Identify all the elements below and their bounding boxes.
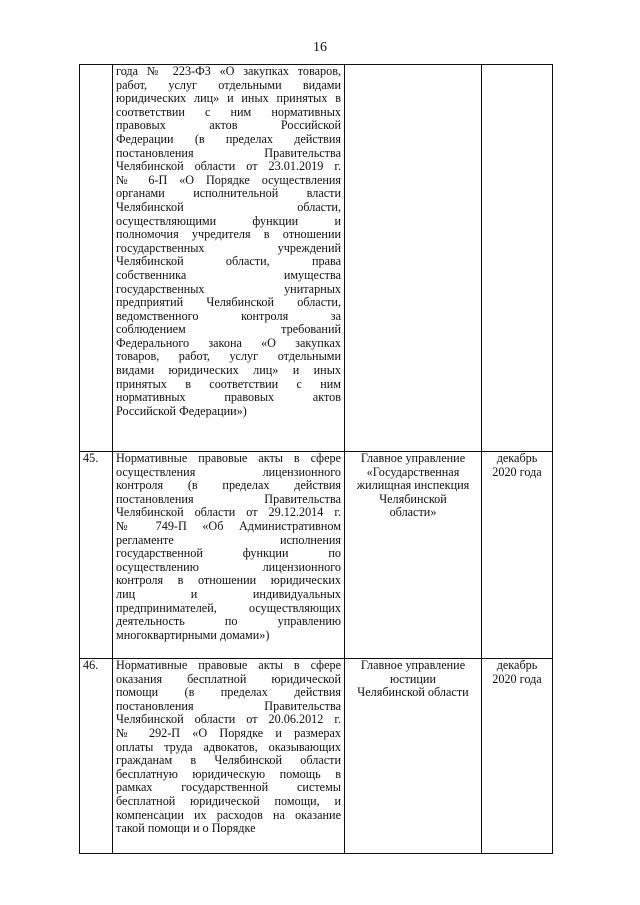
responsible-body-cell xyxy=(345,659,482,854)
cell-text-line: Нормативные правовые акты в сфере xyxy=(116,451,341,465)
act-description-cell xyxy=(113,65,345,452)
cell-text-line: деятельность по управлению xyxy=(116,614,341,629)
responsible-body-cell xyxy=(345,452,482,659)
cell-text-line: соблюдением требований xyxy=(116,322,341,337)
cell-text-line: собственника имущества xyxy=(116,267,341,282)
cell-text-line: Челябинской xyxy=(379,491,447,506)
cell-text-line: помощи (в пределах действия xyxy=(116,685,341,700)
regulations-table xyxy=(79,64,553,854)
row-number-cell: 46. xyxy=(80,659,113,854)
cell-text-line: Главное управление xyxy=(360,451,466,465)
responsible-body-cell xyxy=(345,65,482,452)
cell-text-line: компенсации их расходов на оказание xyxy=(116,807,341,822)
cell-text-line: постановления Правительства xyxy=(116,698,341,713)
cell-text-line: оказания бесплатной юридической xyxy=(116,671,341,686)
cell-text-line: юстиции xyxy=(390,671,436,686)
cell-text-line: области» xyxy=(389,505,437,520)
cell-text-line: постановления Правительства xyxy=(116,491,341,506)
table-row-46 xyxy=(80,659,553,854)
cell-text-line: соответствии с ним нормативных xyxy=(116,104,341,119)
deadline-cell xyxy=(482,659,553,854)
cell-text-line: такой помощи и о Порядке xyxy=(116,821,256,836)
cell-text-line: Федерации (в пределах действия xyxy=(116,131,341,146)
cell-text-line: лиц и индивидуальных xyxy=(116,586,341,601)
cell-text-line: № 292-П «О Порядке и размерах xyxy=(116,725,341,740)
cell-text-line: государственных унитарных xyxy=(116,281,341,296)
deadline-cell xyxy=(482,452,553,659)
cell-text-line: года № 223-ФЗ «О закупках товаров, xyxy=(116,64,341,78)
cell-text-line: № 749-П «Об Административном xyxy=(116,518,341,533)
cell-text-line: жилищная инспекция xyxy=(356,478,470,493)
cell-text-line: юридических лиц» и иных принятых в xyxy=(116,91,341,106)
cell-text-line: Нормативные правовые акты в сфере xyxy=(116,658,341,672)
cell-text-line: товаров, работ, услуг отдельными xyxy=(116,349,341,364)
cell-text-line: органами исполнительной власти xyxy=(116,186,341,201)
cell-text-line: 2020 года xyxy=(492,671,542,686)
cell-text-line: осуществляющими функции и xyxy=(116,213,341,228)
table-row-continuation xyxy=(80,65,553,452)
cell-text-line: постановления Правительства xyxy=(116,145,341,160)
cell-text-line: регламенте исполнения xyxy=(116,532,341,547)
cell-text-line: ведомственного контроля за xyxy=(116,308,341,323)
cell-text-line: контроля (в пределах действия xyxy=(116,478,341,493)
cell-text-line: Челябинской области xyxy=(357,685,469,700)
table-row-45 xyxy=(80,452,553,659)
act-description-cell xyxy=(113,452,345,659)
cell-text-line: осуществлению лицензионного xyxy=(116,559,341,574)
cell-text-line: принятых в соответствии с ним xyxy=(116,376,341,391)
cell-text-line: государственных учреждений xyxy=(116,240,341,255)
cell-text-line: Челябинской области от 23.01.2019 г. xyxy=(116,159,341,174)
row-number-cell: 45. xyxy=(80,452,113,659)
cell-text-line: Федерального закона «О закупках xyxy=(116,335,341,350)
cell-text-line: полномочия учредителя в отношении xyxy=(116,227,341,242)
cell-text-line: Российской Федерации») xyxy=(116,403,247,418)
cell-text-line: контроля в отношении юридических xyxy=(116,573,341,588)
cell-text-line: декабрь xyxy=(496,658,538,672)
cell-text-line: видами юридических лиц» и иных xyxy=(116,363,341,378)
cell-text-line: государственной функции по xyxy=(116,546,341,561)
regulations-table-body xyxy=(80,65,553,854)
cell-text-line: Главное управление xyxy=(360,658,466,672)
cell-text-line: гражданам в Челябинской области xyxy=(116,753,341,768)
deadline-cell xyxy=(482,65,553,452)
row-number-cell xyxy=(80,65,113,452)
act-description-cell xyxy=(113,659,345,854)
page-number: 16 xyxy=(313,40,327,55)
cell-text-line: работ, услуг отдельными видами xyxy=(116,77,341,92)
cell-text-line: 2020 года xyxy=(492,464,542,479)
cell-text-line: Челябинской области, права xyxy=(116,254,341,269)
cell-text-line: осуществления лицензионного xyxy=(116,464,341,479)
cell-text-line: Челябинской области, xyxy=(116,199,341,214)
cell-text-line: предприятий Челябинской области, xyxy=(116,295,341,310)
cell-text-line: многоквартирными домами») xyxy=(116,627,270,642)
cell-text-line: предпринимателей, осуществляющих xyxy=(116,600,341,615)
cell-text-line: «Государственная xyxy=(366,464,460,479)
cell-text-line: Челябинской области от 20.06.2012 г. xyxy=(116,712,341,727)
cell-text-line: оплаты труда адвокатов, оказывающих xyxy=(116,739,341,754)
cell-text-line: правовых актов Российской xyxy=(116,118,341,133)
cell-text-line: нормативных правовых актов xyxy=(116,390,341,405)
cell-text-line: декабрь xyxy=(496,451,538,465)
cell-text-line: Челябинской области от 29.12.2014 г. xyxy=(116,505,341,520)
cell-text-line: бесплатную юридическую помощь в xyxy=(116,766,341,781)
cell-text-line: № 6-П «О Порядке осуществления xyxy=(116,172,341,187)
cell-text-line: рамках государственной системы xyxy=(116,780,341,795)
cell-text-line: бесплатной юридической помощи, и xyxy=(116,793,341,808)
